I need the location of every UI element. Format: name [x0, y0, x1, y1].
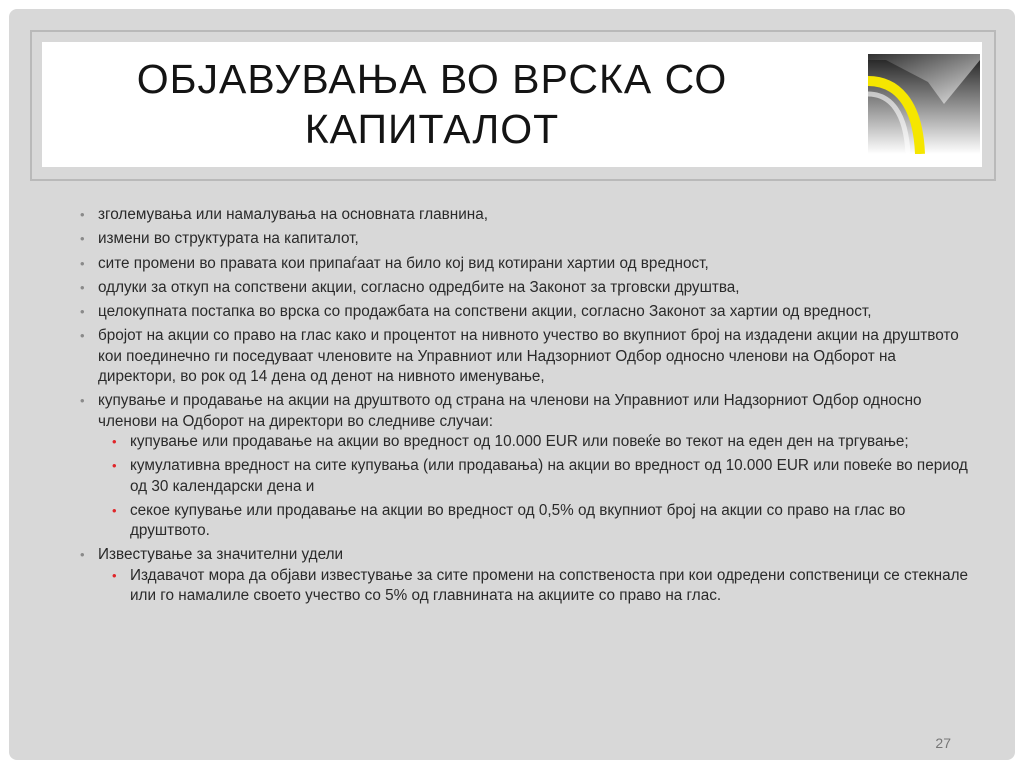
- bullet-text: измени во структурата на капиталот,: [98, 230, 359, 248]
- title-frame: [30, 30, 996, 181]
- bullet-text: Известување за значителни удели: [98, 546, 344, 564]
- bullet-item: [71, 278, 971, 298]
- sub-bullet-item: [98, 566, 971, 607]
- bullet-item: [71, 391, 971, 541]
- bullet-item: [71, 205, 971, 225]
- bullet-item: [71, 302, 971, 322]
- bullet-text: бројот на акции со право на глас како и процентот на нивното учество во вкупниот број на издадени акции на друштвото кои поединечно ги поседуваат членовите на Управниот или Надзорниот Одбор односно членови на Одборот на директори, во рок од 14 дена од денот на нивното именување,: [98, 327, 959, 386]
- bullet-item: [71, 545, 971, 606]
- sub-bullet-dot-icon: •: [112, 567, 117, 583]
- bullet-item: [71, 326, 971, 387]
- bullet-dot-icon: •: [80, 393, 85, 409]
- slide-title: ОБЈАВУВАЊА ВО ВРСКА СО КАПИТАЛОТ: [136, 56, 728, 152]
- sub-bullet-dot-icon: •: [112, 502, 117, 518]
- bullet-text: зголемувања или намалувања на основната главнина,: [98, 206, 488, 223]
- bullet-dot-icon: •: [80, 547, 85, 563]
- bullet-dot-icon: •: [80, 231, 85, 247]
- bullet-list: [71, 205, 971, 606]
- sub-bullet-dot-icon: •: [112, 458, 117, 474]
- sub-bullet-item: [98, 432, 971, 452]
- sub-bullet-text: Издавачот мора да објави известување за сите промени на сопственоста при кои одредени сопственици се стекнале или го намалиле своето учество со 5% од главнината на акциите со право на глас.: [130, 566, 969, 605]
- bullet-text: одлуки за откуп на сопствени акции, согласно одредбите на Законот за трговски друштва,: [98, 278, 740, 296]
- slide: [9, 9, 1015, 760]
- content-area: [71, 205, 971, 610]
- sub-bullet-list: [98, 566, 971, 607]
- sub-bullet-text: купување или продавање на акции во вредност од 10.000 EUR или повеќе во текот на еден ден на тргување;: [130, 432, 909, 450]
- bullet-text: целокупната постапка во врска со продажбата на сопствени акции, согласно Законот за хартии од вредност,: [98, 303, 872, 321]
- bullet-dot-icon: •: [80, 279, 85, 295]
- bullet-item: [71, 254, 971, 274]
- sub-bullet-item: [98, 501, 971, 542]
- sub-bullet-item: [98, 456, 971, 497]
- bullet-item: [71, 229, 971, 249]
- sub-bullet-text: секое купување или продавање на акции во вредност од 0,5% од вкупниот број на акции со право на глас во друштвото.: [130, 501, 906, 540]
- bullet-dot-icon: •: [80, 207, 85, 222]
- sub-bullet-list: [98, 432, 971, 541]
- sub-bullet-text: кумулативна вредност на сите купувања (или продавања) на акции во вредност од 10.000 EUR или повеќе во период од 30 календарски дена и: [130, 457, 968, 495]
- bullet-dot-icon: •: [80, 328, 85, 344]
- bullet-text: сите промени во правата кои припаѓаат на било кој вид котирани хартии од вредност,: [98, 254, 709, 272]
- sub-bullet-dot-icon: •: [112, 433, 117, 449]
- company-logo-icon: [868, 54, 980, 154]
- bullet-dot-icon: •: [80, 255, 85, 271]
- bullet-text: купување и продавање на акции на друштвото од страна на членови на Управниот или Надзорниот Одбор односно членови на Одборот на директори во следниве случаи:: [98, 392, 922, 430]
- title-box: [42, 42, 982, 167]
- bullet-dot-icon: •: [80, 304, 85, 320]
- page-number: 27: [935, 735, 951, 751]
